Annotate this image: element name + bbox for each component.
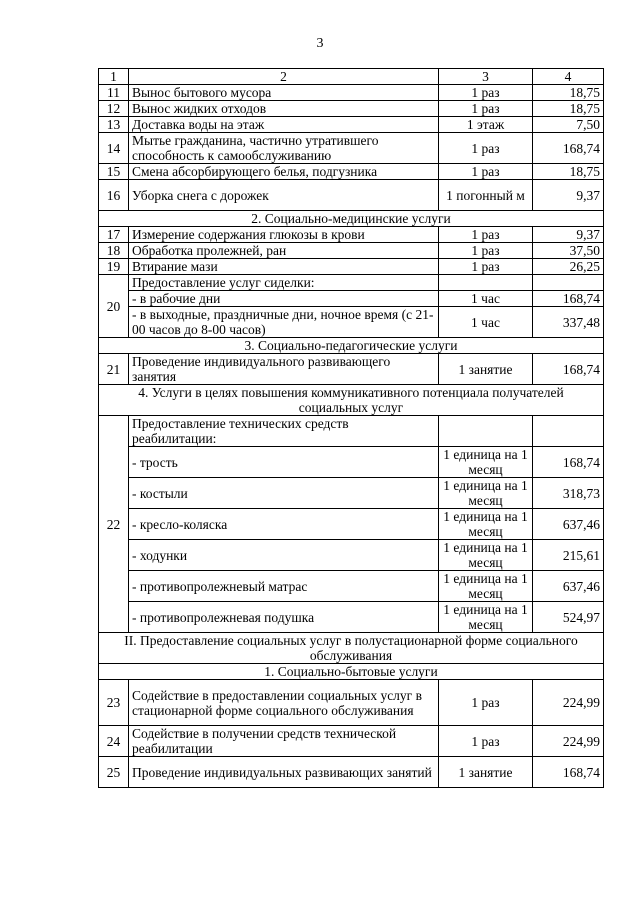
unit: 1 единица на 1 месяц — [439, 447, 533, 478]
row-number: 25 — [99, 757, 129, 788]
unit: 1 этаж — [439, 117, 533, 133]
price: 637,46 — [533, 571, 604, 602]
table-row — [99, 416, 604, 447]
section-heading: 1. Социально-бытовые услуги — [99, 664, 604, 680]
service-name: - трость — [129, 447, 439, 478]
unit: 1 занятие — [439, 354, 533, 385]
page-number: 3 — [316, 36, 324, 51]
price: 18,75 — [533, 164, 604, 180]
table-row — [99, 757, 604, 788]
price: 18,75 — [533, 101, 604, 117]
unit: 1 погонный м — [439, 180, 533, 211]
price: 318,73 — [533, 478, 604, 509]
service-name: Смена абсорбирующего белья, подгузника — [129, 164, 439, 180]
service-name: Втирание мази — [129, 259, 439, 275]
service-name: Проведение индивидуальных развивающих занятий — [129, 757, 439, 788]
table-row — [99, 447, 604, 478]
price: 524,97 — [533, 602, 604, 633]
unit: 1 раз — [439, 680, 533, 726]
table-row — [99, 602, 604, 633]
table-row — [99, 680, 604, 726]
price: 168,74 — [533, 447, 604, 478]
table-row — [99, 275, 604, 291]
table-row — [99, 571, 604, 602]
row-number: 13 — [99, 117, 129, 133]
unit: 1 раз — [439, 243, 533, 259]
row-number: 20 — [99, 275, 129, 338]
service-name: Обработка пролежней, ран — [129, 243, 439, 259]
table-row — [99, 85, 604, 101]
price: 168,74 — [533, 354, 604, 385]
service-name: Доставка воды на этаж — [129, 117, 439, 133]
unit: 1 единица на 1 месяц — [439, 509, 533, 540]
table-row — [99, 726, 604, 757]
price: 637,46 — [533, 509, 604, 540]
service-name: - противопролежневый матрас — [129, 571, 439, 602]
unit: 1 раз — [439, 227, 533, 243]
table-row — [99, 133, 604, 164]
service-name: - ходунки — [129, 540, 439, 571]
price: 168,74 — [533, 133, 604, 164]
unit: 1 раз — [439, 133, 533, 164]
unit: 1 раз — [439, 85, 533, 101]
table-row — [99, 540, 604, 571]
section-heading-row — [99, 633, 604, 664]
service-name: Уборка снега с дорожек — [129, 180, 439, 211]
unit: 1 единица на 1 месяц — [439, 571, 533, 602]
header-col-1: 1 — [99, 69, 129, 85]
service-name: - противопролежневая подушка — [129, 602, 439, 633]
price: 224,99 — [533, 726, 604, 757]
section-heading-row — [99, 338, 604, 354]
unit: 1 единица на 1 месяц — [439, 478, 533, 509]
price: 9,37 — [533, 180, 604, 211]
unit: 1 раз — [439, 726, 533, 757]
table-row — [99, 164, 604, 180]
row-number: 19 — [99, 259, 129, 275]
service-group-title: Предоставление услуг сиделки: — [129, 275, 439, 291]
row-number: 15 — [99, 164, 129, 180]
price: 168,74 — [533, 291, 604, 307]
section-heading-row — [99, 385, 604, 416]
tariff-table — [98, 68, 604, 788]
row-number: 22 — [99, 416, 129, 633]
price: 337,48 — [533, 307, 604, 338]
row-number: 14 — [99, 133, 129, 164]
service-group-title: Предоставление технических средств реабилитации: — [129, 416, 439, 447]
table-row — [99, 307, 604, 338]
row-number: 12 — [99, 101, 129, 117]
price: 168,74 — [533, 757, 604, 788]
row-number: 11 — [99, 85, 129, 101]
section-heading-row — [99, 211, 604, 227]
unit: 1 раз — [439, 101, 533, 117]
unit: 1 час — [439, 307, 533, 338]
table-row — [99, 354, 604, 385]
unit: 1 единица на 1 месяц — [439, 602, 533, 633]
table-row — [99, 509, 604, 540]
unit: 1 единица на 1 месяц — [439, 540, 533, 571]
service-name: Измерение содержания глюкозы в крови — [129, 227, 439, 243]
service-name: - костыли — [129, 478, 439, 509]
row-number: 16 — [99, 180, 129, 211]
price: 224,99 — [533, 680, 604, 726]
table-row — [99, 227, 604, 243]
section-heading: 2. Социально-медицинские услуги — [99, 211, 604, 227]
section-heading: II. Предоставление социальных услуг в полустационарной форме социального обслуживания — [99, 633, 604, 664]
table-row — [99, 101, 604, 117]
row-number: 17 — [99, 227, 129, 243]
service-name: - в выходные, праздничные дни, ночное время (с 21-00 часов до 8-00 часов) — [129, 307, 439, 338]
row-number: 21 — [99, 354, 129, 385]
service-name: Вынос жидких отходов — [129, 101, 439, 117]
unit: 1 час — [439, 291, 533, 307]
unit: 1 раз — [439, 164, 533, 180]
price: 9,37 — [533, 227, 604, 243]
section-heading-row — [99, 664, 604, 680]
price: 215,61 — [533, 540, 604, 571]
header-col-4: 4 — [533, 69, 604, 85]
table-row — [99, 259, 604, 275]
service-name: Содействие в получении средств технической реабилитации — [129, 726, 439, 757]
table-row — [99, 243, 604, 259]
price: 7,50 — [533, 117, 604, 133]
table-row — [99, 117, 604, 133]
table-header-row — [99, 69, 604, 85]
service-name: - в рабочие дни — [129, 291, 439, 307]
service-name: - кресло-коляска — [129, 509, 439, 540]
section-heading: 3. Социально-педагогические услуги — [99, 338, 604, 354]
table-row — [99, 291, 604, 307]
unit: 1 занятие — [439, 757, 533, 788]
table-row — [99, 180, 604, 211]
service-name: Мытье гражданина, частично утратившего способность к самообслуживанию — [129, 133, 439, 164]
service-name: Вынос бытового мусора — [129, 85, 439, 101]
header-col-2: 2 — [129, 69, 439, 85]
price: 37,50 — [533, 243, 604, 259]
table-row — [99, 478, 604, 509]
header-col-3: 3 — [439, 69, 533, 85]
section-heading: 4. Услуги в целях повышения коммуникативного потенциала получателей социальных услуг — [99, 385, 604, 416]
service-name: Проведение индивидуального развивающего занятия — [129, 354, 439, 385]
price: 18,75 — [533, 85, 604, 101]
unit: 1 раз — [439, 259, 533, 275]
service-name: Содействие в предоставлении социальных услуг в стационарной форме социального обслуживания — [129, 680, 439, 726]
price: 26,25 — [533, 259, 604, 275]
row-number: 23 — [99, 680, 129, 726]
row-number: 18 — [99, 243, 129, 259]
row-number: 24 — [99, 726, 129, 757]
